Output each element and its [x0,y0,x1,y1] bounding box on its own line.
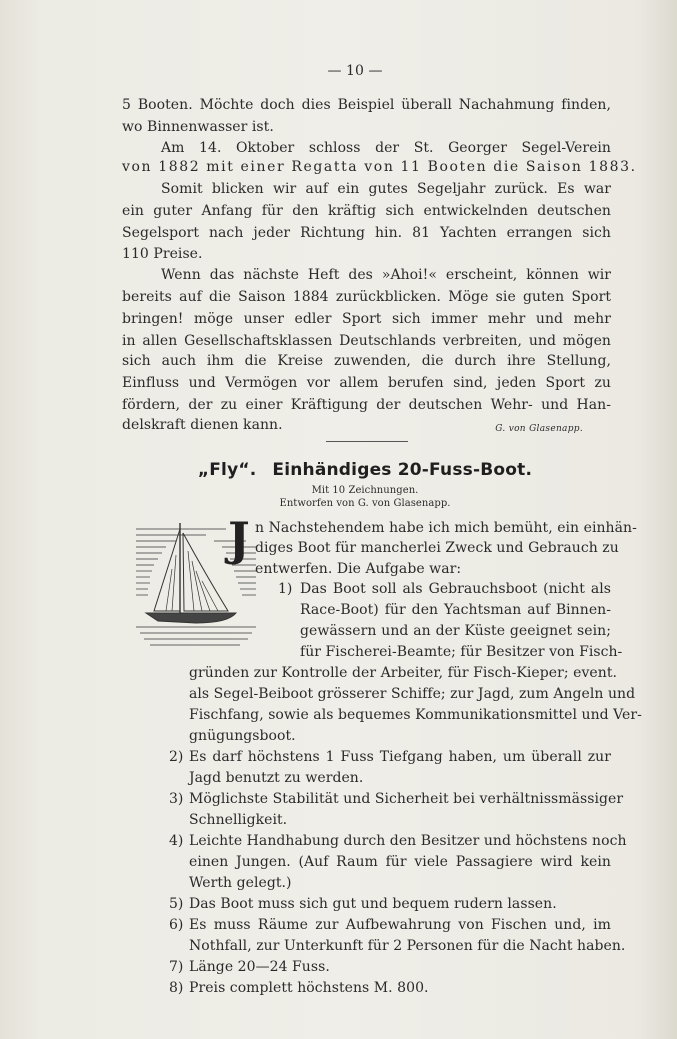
list-number: 4) [169,833,184,849]
text-line: für Fischerei-Beamte; für Besitzer von Fisch- [300,644,623,660]
text-line: bringen! möge unser edler Sport sich immer mehr und mehr [122,311,611,327]
text-line: 5 Booten. Möchte doch dies Beispiel überall Nachahmung finden, [122,97,611,113]
drop-cap: J [228,512,250,566]
text-line: Wenn das nächste Heft des »Ahoi!« erscheint, können wir [161,267,611,283]
text-line: fördern, der zu einer Kräftigung der deutschen Wehr- und Han- [122,397,611,413]
text-line: sich auch ihm die Kreise zuwenden, die durch ihre Stellung, [122,353,611,369]
list-number: 6) [169,917,184,933]
article-subtitle: Mit 10 Zeichnungen. [311,485,419,496]
text-line: wo Binnenwasser ist. [122,119,274,135]
text-line: gnügungsboot. [189,728,296,744]
article-title-rest: Einhändiges 20-Fuss-Boot. [272,460,533,480]
text-line: gewässern und an der Küste geeignet sein; [300,623,611,639]
text-line: Somit blicken wir auf ein gutes Segeljahr zurück. Es war [161,181,611,197]
text-line: gründen zur Kontrolle der Arbeiter, für Fisch-Kieper; event. [189,665,617,681]
text-line: als Segel-Beiboot grösserer Schiffe; zur Jagd, zum Angeln und [189,686,636,702]
text-line: Leichte Handhabung durch den Besitzer und höchstens noch [189,833,627,849]
list-number: 3) [169,791,184,807]
signature: G. von Glasenapp. [495,424,583,434]
text-line: Werth gelegt.) [189,875,292,891]
list-number: 1) [278,581,293,597]
text-line: Es darf höchstens 1 Fuss Tiefgang haben, um überall zur [189,749,611,765]
text-line: diges Boot für mancherlei Zweck und Gebrauch zu [255,540,619,556]
text-line: Fischfang, sowie als bequemes Kommunikationsmittel und Ver- [189,707,642,723]
list-number: 2) [169,749,184,765]
article-title [120,459,610,481]
text-line: bereits auf die Saison 1884 zurückblicken. Möge sie guten Sport [122,289,611,305]
list-number: 5) [169,896,184,912]
text-line: einen Jungen. (Auf Raum für viele Passagiere wird kein [189,854,611,870]
text-line: entwerfen. Die Aufgabe war: [255,561,462,577]
text-line: Schnelligkeit. [189,812,288,828]
list-number: 8) [169,980,184,996]
text-line: Einfluss und Vermögen vor allem berufen sind, jeden Sport zu [122,375,611,391]
text-line: ein guter Anfang für den kräftig sich entwickelnden deutschen [122,203,611,219]
text-line: Es muss Räume zur Aufbewahrung von Fischen und, im [189,917,611,933]
list-number: 7) [169,959,184,975]
text-line: von 1882 mit einer Regatta von 11 Booten die Saison 1883. [122,159,637,175]
text-line: Segelsport nach jeder Richtung hin. 81 Yachten errangen sich [122,225,611,241]
text-line: Jagd benutzt zu werden. [189,770,364,786]
text-line: Race-Boot) für den Yachtsman auf Binnen- [300,602,611,618]
text-line: n Nachstehendem habe ich mich bemüht, ein einhän- [255,520,637,536]
article-title-name: „Fly“. [197,460,257,480]
article-author: Entworfen von G. von Glasenapp. [279,498,451,509]
text-line: Preis complett höchstens M. 800. [189,980,429,996]
text-line: Möglichste Stabilität und Sicherheit bei verhältnissmässiger [189,791,624,807]
text-line: 110 Preise. [122,246,203,262]
text-line: Länge 20—24 Fuss. [189,959,330,975]
page-number: — 10 — [327,63,383,79]
text-line: Am 14. Oktober schloss der St. Georger Segel-Verein [161,140,611,156]
text-line: in allen Gesellschaftsklassen Deutschlands verbreiten, und mögen [122,333,611,349]
text-line: Das Boot soll als Gebrauchsboot (nicht als [300,581,611,597]
section-divider [326,441,408,442]
text-line: delskraft dienen kann. [122,417,283,433]
text-line: Nothfall, zur Unterkunft für 2 Personen für die Nacht haben. [189,938,626,954]
text-line: Das Boot muss sich gut und bequem rudern lassen. [189,896,557,912]
